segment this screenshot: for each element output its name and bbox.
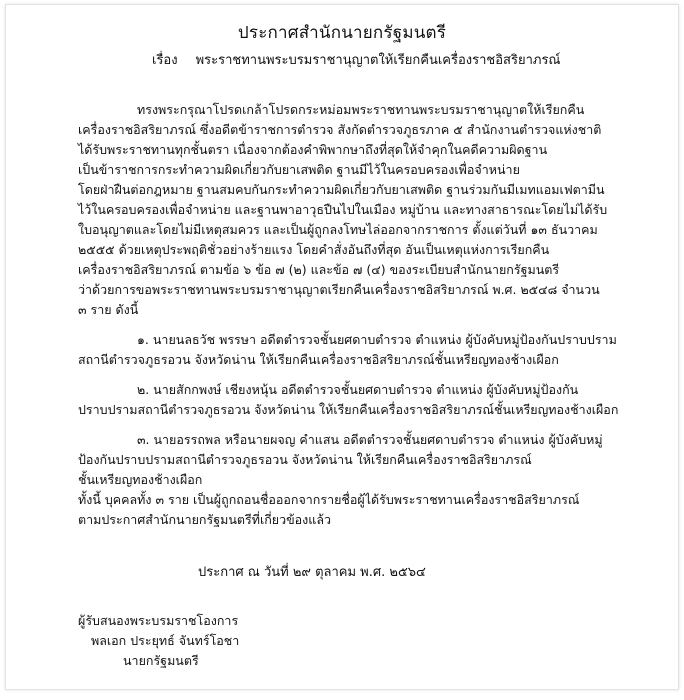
list-item-line: ๓. นายอรรถพล หรือนายผจญ คำแสน อดีตตำรวจชั้นยศดาบตำรวจ ตำแหน่ง ผู้บังคับหมู่ — [137, 432, 603, 447]
subject-text: พระราชทานพระบรมราชานุญาตให้เรียกคืนเครื่องราชอิสริยาภรณ์ — [195, 53, 561, 68]
closing-line: ทั้งนี้ บุคคลทั้ง ๓ ราย เป็นผู้ถูกถอนชื่อออกจากรายชื่อผู้ได้รับพระราชทานเครื่องราชอิสริยาภรณ์ — [78, 492, 580, 507]
paragraph-line: ๒๕๕๕ ด้วยเหตุประพฤติชั่วอย่างร้ายแรง โดยคำสั่งอันถึงที่สุด อันเป็นเหตุแห่งการเรียกคืน — [78, 242, 550, 257]
paragraph-line: โดยฝ่าฝืนต่อกฎหมาย ฐานสมคบกันกระทำความผิดเกี่ยวกับยาเสพติด ฐานร่วมกันมีเมทแอมเฟตามีน — [78, 182, 605, 197]
paragraph-line: เครื่องราชอิสริยาภรณ์ ซึ่งอดีตข้าราชการตำรวจ สังกัดตำรวจภูธรภาค ๕ สำนักงานตำรวจแห่งชาติ — [78, 122, 602, 137]
signatory-name: พลเอก ประยุทธ์ จันทร์โอชา — [91, 633, 240, 648]
list-item-line: ๑. นายนลธวัช พรรษา อดีตตำรวจชั้นยศดาบตำรวจ ตำแหน่ง ผู้บังคับหมู่ป้องกันปราบปราม — [137, 332, 617, 347]
paragraph-line: ใบอนุญาตและโดยไม่มีเหตุสมควร และเป็นผู้ถูกลงโทษไล่ออกจากราชการ ตั้งแต่วันที่ ๑๓ ธันวาคม — [78, 222, 598, 237]
list-item-line: สถานีตำรวจภูธรอวน จังหวัดน่าน ให้เรียกคืนเครื่องราชอิสริยาภรณ์ชั้นเหรียญทองช้างเผือก — [78, 352, 559, 367]
paragraph-line: ว่าด้วยการขอพระราชทานพระบรมราชานุญาตเรียกคืนเครื่องราชอิสริยาภรณ์ พ.ศ. ๒๕๔๘ จำนวน — [78, 282, 600, 297]
subject-line — [152, 49, 561, 70]
paragraph-line: ทรงพระกรุณาโปรดเกล้าโปรดกระหม่อมพระราชทานพระบรมราชานุญาตให้เรียกคืน — [137, 102, 585, 117]
announcement-date: ประกาศ ณ วันที่ ๒๙ ตุลาคม พ.ศ. ๒๕๖๔ — [198, 565, 426, 580]
countersign-label: ผู้รับสนองพระบรมราชโองการ — [78, 613, 239, 628]
list-item-line: ชั้นเหรียญทองช้างเผือก — [78, 472, 203, 487]
paragraph-line: เป็นข้าราชการกระทำความผิดเกี่ยวกับยาเสพติด ฐานมีไว้ในครอบครองเพื่อจำหน่าย — [78, 162, 520, 177]
list-item-line: ป้องกันปราบปรามสถานีตำรวจภูธรอวน จังหวัดน่าน ให้เรียกคืนเครื่องราชอิสริยาภรณ์ — [78, 452, 532, 467]
signatory-position: นายกรัฐมนตรี — [123, 653, 199, 668]
paragraph-line: ได้รับพระราชทานทุกชั้นตรา เนื่องจากต้องคำพิพากษาถึงที่สุดให้จำคุกในคดีความผิดฐาน — [78, 142, 548, 157]
list-item-line: ๒. นายสักกพงษ์ เชียงหนุ้น อดีตตำรวจชั้นยศดาบตำรวจ ตำแหน่ง ผู้บังคับหมู่ป้องกัน — [137, 382, 579, 397]
paragraph-line: ไว้ในครอบครองเพื่อจำหน่าย และฐานพาอาวุธปืนไปในเมือง หมู่บ้าน และทางสาธารณะโดยไม่ได้รับ — [78, 202, 608, 217]
subject-label: เรื่อง — [152, 53, 178, 68]
announcement-page — [5, 4, 679, 690]
document-title: ประกาศสำนักนายกรัฐมนตรี — [237, 23, 447, 43]
list-item-line: ปราบปรามสถานีตำรวจภูธรอวน จังหวัดน่าน ให้เรียกคืนเครื่องราชอิสริยาภรณ์ชั้นเหรียญทองช้างเผือก — [78, 402, 619, 417]
paragraph-line: ๓ ราย ดังนี้ — [78, 302, 139, 317]
closing-line: ตามประกาศสำนักนายกรัฐมนตรีที่เกี่ยวข้องแล้ว — [78, 512, 332, 527]
paragraph-line: เครื่องราชอิสริยาภรณ์ ตามข้อ ๖ ข้อ ๗ (๒) และข้อ ๗ (๔) ของระเบียบสำนักนายกรัฐมนตรี — [78, 262, 560, 277]
